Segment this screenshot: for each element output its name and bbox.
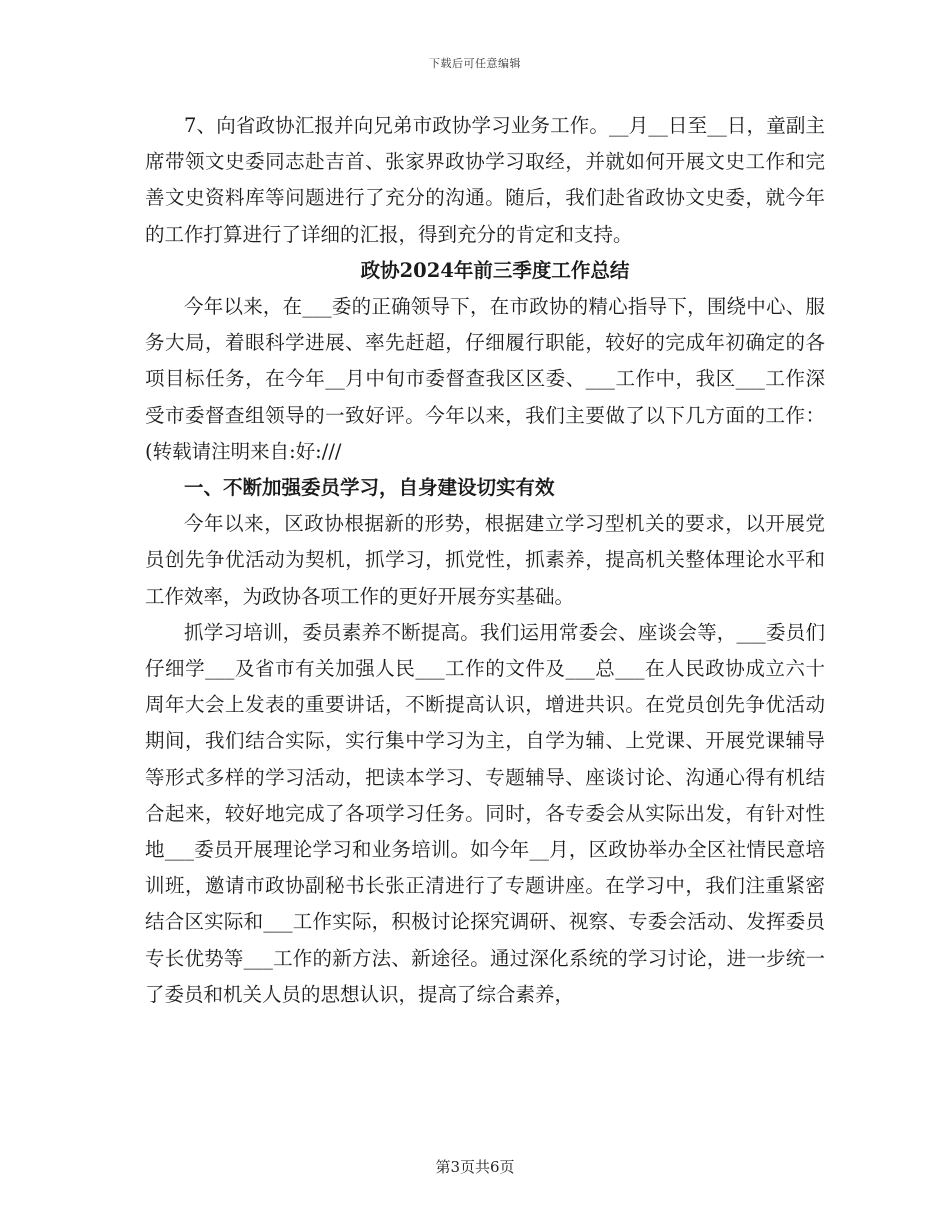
document-body xyxy=(145,108,825,1013)
document-title: 政协2024年前三季度工作总结 xyxy=(360,258,630,282)
header-note: 下载后可任意编辑 xyxy=(429,57,521,70)
section-heading-1: 一、不断加强委员学习，自身建设切实有效 xyxy=(184,476,555,500)
paragraph-intro: 今年以来，在___委的正确领导下，在市政协的精心指导下，围绕中心、服务大局，着眼科学进展、率先赶超，仔细履行职能，较好的完成年初确定的各项目标任务，在今年__月中旬市委督查我区区委、___工作中，我区___工作深受市委督查组领导的一致好评。今年以来，我们主要做了以下几方面的工作：(转载请注明来自:好:/// xyxy=(145,295,825,463)
paragraph-study-training: 抓学习培训，委员素养不断提高。我们运用常委会、座谈会等，___委员们仔细学___及省市有关加强人民___工作的文件及___总___在人民政协成立六十周年大会上发表的重要讲话，不断提高认识，增进共识。在党员创先争优活动期间，我们结合实际，实行集中学习为主，自学为辅、上党课、开展党课辅导等形式多样的学习活动，把读本学习、专题辅导、座谈讨论、沟通心得有机结合起来，较好地完成了各项学习任务。同时，各专委会从实际出发，有针对性地___委员开展理论学习和业务培训。如今年__月，区政协举办全区社情民意培训班，邀请市政协副秘书长张正清进行了专题讲座。在学习中，我们注重紧密结合区实际和___工作实际，积极讨论探究调研、视察、专委会活动、发挥委员专长优势等___工作的新方法、新途径。通过深化系统的学习讨论，进一步统一了委员和机关人员的思想认识，提高了综合素养， xyxy=(145,620,825,1006)
page-number: 第3页共6页 xyxy=(435,1158,515,1176)
paragraph-study-context: 今年以来，区政协根据新的形势，根据建立学习型机关的要求，以开展党员创先争优活动为契机，抓学习，抓党性，抓素养，提高机关整体理论水平和工作效率，为政协各项工作的更好开展夯实基础。 xyxy=(145,512,825,608)
paragraph-7-report: 7、向省政协汇报并向兄弟市政协学习业务工作。__月__日至__日，童副主席带领文史委同志赴吉首、张家界政协学习取经，并就如何开展文史工作和完善文史资料库等问题进行了充分的沟通。随后，我们赴省政协文史委，就今年的工作打算进行了详细的汇报，得到充分的肯定和支持。 xyxy=(145,114,825,246)
